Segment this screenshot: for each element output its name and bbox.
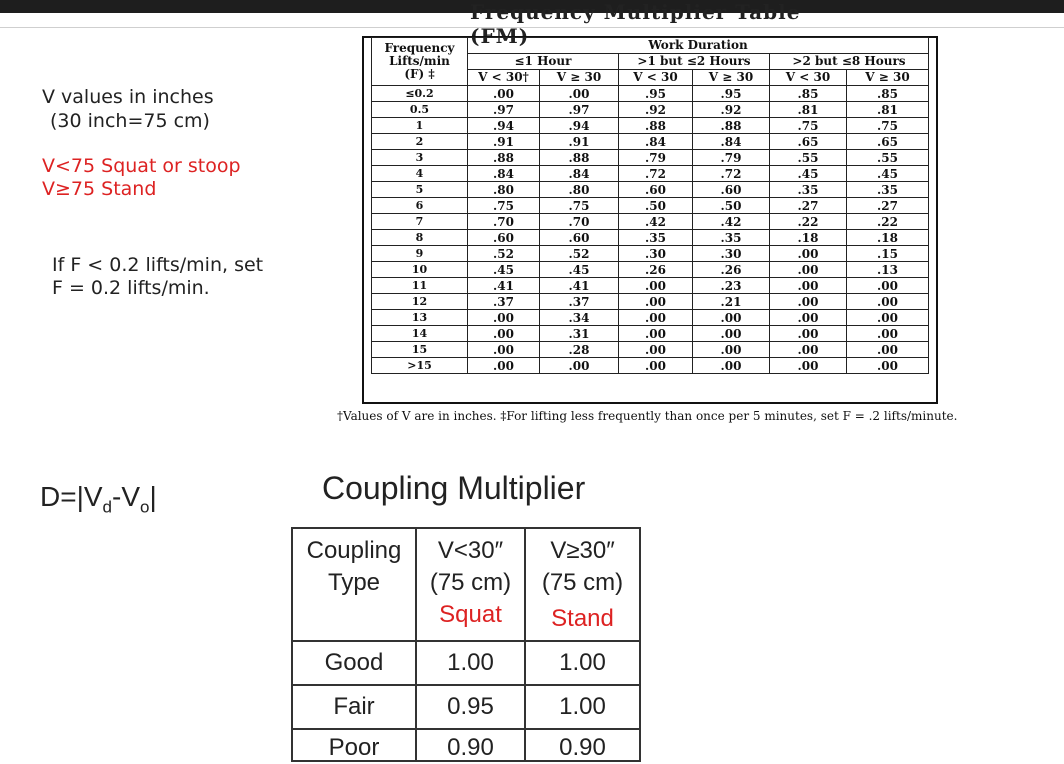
multiplier-cell: .91: [540, 134, 619, 150]
multiplier-cell: .60: [540, 230, 619, 246]
multiplier-cell: .95: [619, 86, 693, 102]
frequency-cell: >15: [372, 358, 468, 374]
stand-value-cell: 0.90: [525, 729, 640, 761]
multiplier-cell: .21: [693, 294, 770, 310]
table-row: [372, 102, 929, 118]
squat-value-cell: 1.00: [416, 641, 525, 685]
multiplier-cell: .79: [619, 150, 693, 166]
multiplier-cell: .00: [847, 358, 929, 374]
multiplier-cell: .88: [540, 150, 619, 166]
multiplier-cell: .27: [770, 198, 847, 214]
multiplier-cell: .15: [847, 246, 929, 262]
multiplier-cell: .45: [540, 262, 619, 278]
multiplier-cell: .81: [770, 102, 847, 118]
multiplier-cell: .72: [693, 166, 770, 182]
table-row: [372, 294, 929, 310]
table-row: [292, 641, 640, 685]
table-row: [372, 262, 929, 278]
multiplier-cell: .75: [468, 198, 540, 214]
v-header: V < 30: [770, 70, 847, 86]
v-header: V ≥ 30: [693, 70, 770, 86]
v-header: V < 30: [619, 70, 693, 86]
frequency-cell: 9: [372, 246, 468, 262]
v-header: V ≥ 30: [847, 70, 929, 86]
multiplier-cell: .00: [540, 358, 619, 374]
multiplier-cell: .85: [847, 86, 929, 102]
stand-value-cell: 1.00: [525, 641, 640, 685]
note-f-rule-line1: If F < 0.2 lifts/min, set: [52, 254, 264, 276]
multiplier-cell: .88: [619, 118, 693, 134]
multiplier-cell: .00: [770, 310, 847, 326]
multiplier-cell: .00: [468, 86, 540, 102]
multiplier-cell: .00: [619, 310, 693, 326]
coupling-type-cell: Poor: [292, 729, 416, 761]
multiplier-cell: .30: [619, 246, 693, 262]
multiplier-cell: .55: [770, 150, 847, 166]
multiplier-cell: .00: [847, 326, 929, 342]
multiplier-cell: .84: [619, 134, 693, 150]
coupling-type-cell: Good: [292, 641, 416, 685]
multiplier-cell: .80: [540, 182, 619, 198]
multiplier-cell: .35: [619, 230, 693, 246]
multiplier-cell: .97: [468, 102, 540, 118]
table-row: [372, 86, 929, 102]
coupling-title: Coupling Multiplier: [322, 470, 586, 506]
frequency-cell: 12: [372, 294, 468, 310]
note-v-inches: V values in inches: [42, 86, 214, 108]
frequency-cell: 14: [372, 326, 468, 342]
multiplier-cell: .72: [619, 166, 693, 182]
multiplier-cell: .00: [619, 342, 693, 358]
multiplier-cell: .00: [847, 294, 929, 310]
multiplier-cell: .85: [770, 86, 847, 102]
multiplier-cell: .00: [693, 358, 770, 374]
multiplier-cell: .88: [693, 118, 770, 134]
multiplier-cell: .00: [847, 310, 929, 326]
table-row: [372, 166, 929, 182]
table-row: [292, 729, 640, 761]
table-row: [372, 118, 929, 134]
multiplier-cell: .26: [693, 262, 770, 278]
multiplier-cell: .79: [693, 150, 770, 166]
distance-formula: $D=|V_d-V_o|$: [40, 481, 157, 517]
multiplier-cell: .00: [619, 326, 693, 342]
multiplier-cell: .00: [619, 278, 693, 294]
multiplier-cell: .75: [847, 118, 929, 134]
multiplier-cell: .84: [468, 166, 540, 182]
multiplier-cell: .00: [468, 358, 540, 374]
frequency-cell: 7: [372, 214, 468, 230]
multiplier-cell: .60: [693, 182, 770, 198]
multiplier-cell: .75: [540, 198, 619, 214]
frequency-cell: 13: [372, 310, 468, 326]
frequency-cell: 1: [372, 118, 468, 134]
note-squat: V<75 Squat or stoop: [42, 155, 241, 177]
multiplier-cell: .27: [847, 198, 929, 214]
multiplier-cell: .00: [770, 358, 847, 374]
multiplier-cell: .81: [847, 102, 929, 118]
multiplier-cell: .94: [540, 118, 619, 134]
squat-value-cell: 0.95: [416, 685, 525, 729]
multiplier-cell: .41: [468, 278, 540, 294]
frequency-cell: 2: [372, 134, 468, 150]
frequency-cell: 11: [372, 278, 468, 294]
multiplier-cell: .35: [770, 182, 847, 198]
multiplier-cell: .45: [770, 166, 847, 182]
frequency-cell: 4: [372, 166, 468, 182]
coupling-type-cell: Fair: [292, 685, 416, 729]
multiplier-cell: .26: [619, 262, 693, 278]
multiplier-cell: .50: [693, 198, 770, 214]
multiplier-cell: .52: [468, 246, 540, 262]
multiplier-cell: .42: [693, 214, 770, 230]
duration-2-8h: >2 but ≤8 Hours: [770, 54, 929, 70]
multiplier-cell: .00: [619, 294, 693, 310]
multiplier-cell: .88: [468, 150, 540, 166]
multiplier-cell: .65: [770, 134, 847, 150]
squat-value-cell: 0.90: [416, 729, 525, 761]
multiplier-cell: .00: [770, 326, 847, 342]
frequency-cell: 15: [372, 342, 468, 358]
multiplier-cell: .35: [693, 230, 770, 246]
v-header: V < 30†: [468, 70, 540, 86]
table-row: [292, 685, 640, 729]
table-row: [372, 182, 929, 198]
frequency-cell: 0.5: [372, 102, 468, 118]
multiplier-cell: .94: [468, 118, 540, 134]
table-row: [372, 214, 929, 230]
cut-off-heading: Frequency Multiplier Table (FM): [470, 0, 801, 48]
multiplier-cell: .70: [540, 214, 619, 230]
table-row: [372, 326, 929, 342]
multiplier-cell: .00: [619, 358, 693, 374]
table-row: [372, 246, 929, 262]
multiplier-cell: .00: [770, 342, 847, 358]
multiplier-cell: .00: [693, 326, 770, 342]
multiplier-cell: .50: [619, 198, 693, 214]
table-row: [372, 134, 929, 150]
multiplier-cell: .45: [468, 262, 540, 278]
multiplier-cell: .37: [468, 294, 540, 310]
multiplier-cell: .00: [847, 278, 929, 294]
frequency-cell: 3: [372, 150, 468, 166]
multiplier-cell: .22: [770, 214, 847, 230]
multiplier-cell: .00: [770, 294, 847, 310]
frequency-cell: ≤0.2: [372, 86, 468, 102]
multiplier-cell: .13: [847, 262, 929, 278]
multiplier-cell: .31: [540, 326, 619, 342]
stand-header: V≥30″ (75 cm) Stand: [525, 528, 640, 641]
multiplier-cell: .00: [468, 342, 540, 358]
frequency-cell: 10: [372, 262, 468, 278]
multiplier-cell: .55: [847, 150, 929, 166]
table-row: [372, 278, 929, 294]
multiplier-cell: .35: [847, 182, 929, 198]
multiplier-cell: .18: [770, 230, 847, 246]
table-row: [372, 150, 929, 166]
frequency-cell: 8: [372, 230, 468, 246]
note-stand: V≥75 Stand: [42, 178, 157, 200]
work-duration-header: Work Duration: [468, 38, 929, 54]
multiplier-cell: .41: [540, 278, 619, 294]
multiplier-cell: .95: [693, 86, 770, 102]
duration-1-2h: >1 but ≤2 Hours: [619, 54, 770, 70]
multiplier-cell: .00: [468, 326, 540, 342]
multiplier-cell: .00: [468, 310, 540, 326]
note-conversion: (30 inch=75 cm): [50, 110, 210, 132]
multiplier-cell: .00: [540, 86, 619, 102]
multiplier-cell: .30: [693, 246, 770, 262]
multiplier-cell: .45: [847, 166, 929, 182]
v-header: V ≥ 30: [540, 70, 619, 86]
multiplier-cell: .00: [770, 246, 847, 262]
table-row: [372, 358, 929, 374]
multiplier-cell: .00: [847, 342, 929, 358]
frequency-header: Frequency Lifts/min (F) ‡: [372, 38, 468, 86]
multiplier-cell: .91: [468, 134, 540, 150]
multiplier-cell: .84: [693, 134, 770, 150]
multiplier-cell: .22: [847, 214, 929, 230]
multiplier-cell: .97: [540, 102, 619, 118]
squat-header: V<30″ (75 cm) Squat: [416, 528, 525, 641]
multiplier-cell: .00: [770, 262, 847, 278]
table-row: [372, 342, 929, 358]
multiplier-cell: .18: [847, 230, 929, 246]
multiplier-cell: .84: [540, 166, 619, 182]
multiplier-cell: .92: [619, 102, 693, 118]
multiplier-cell: .60: [619, 182, 693, 198]
multiplier-cell: .60: [468, 230, 540, 246]
table-footnote: †Values of V are in inches. ‡For lifting less frequently than once per 5 minutes, set F = .2 lifts/minute.: [337, 409, 958, 423]
multiplier-cell: .75: [770, 118, 847, 134]
multiplier-cell: .70: [468, 214, 540, 230]
multiplier-cell: .52: [540, 246, 619, 262]
table-row: [372, 310, 929, 326]
multiplier-cell: .00: [693, 310, 770, 326]
multiplier-cell: .37: [540, 294, 619, 310]
frequency-cell: 6: [372, 198, 468, 214]
coupling-type-header: Coupling Type: [292, 528, 416, 641]
note-f-rule-line2: F = 0.2 lifts/min.: [52, 277, 210, 299]
frequency-multiplier-table: [371, 37, 929, 374]
multiplier-cell: .42: [619, 214, 693, 230]
multiplier-cell: .23: [693, 278, 770, 294]
multiplier-cell: .80: [468, 182, 540, 198]
table-row: [372, 230, 929, 246]
coupling-multiplier-table: [291, 527, 641, 762]
multiplier-cell: .34: [540, 310, 619, 326]
multiplier-cell: .00: [770, 278, 847, 294]
duration-1h: ≤1 Hour: [468, 54, 619, 70]
table-row: [372, 198, 929, 214]
multiplier-cell: .00: [693, 342, 770, 358]
stand-value-cell: 1.00: [525, 685, 640, 729]
multiplier-cell: .28: [540, 342, 619, 358]
multiplier-cell: .65: [847, 134, 929, 150]
frequency-cell: 5: [372, 182, 468, 198]
multiplier-cell: .92: [693, 102, 770, 118]
